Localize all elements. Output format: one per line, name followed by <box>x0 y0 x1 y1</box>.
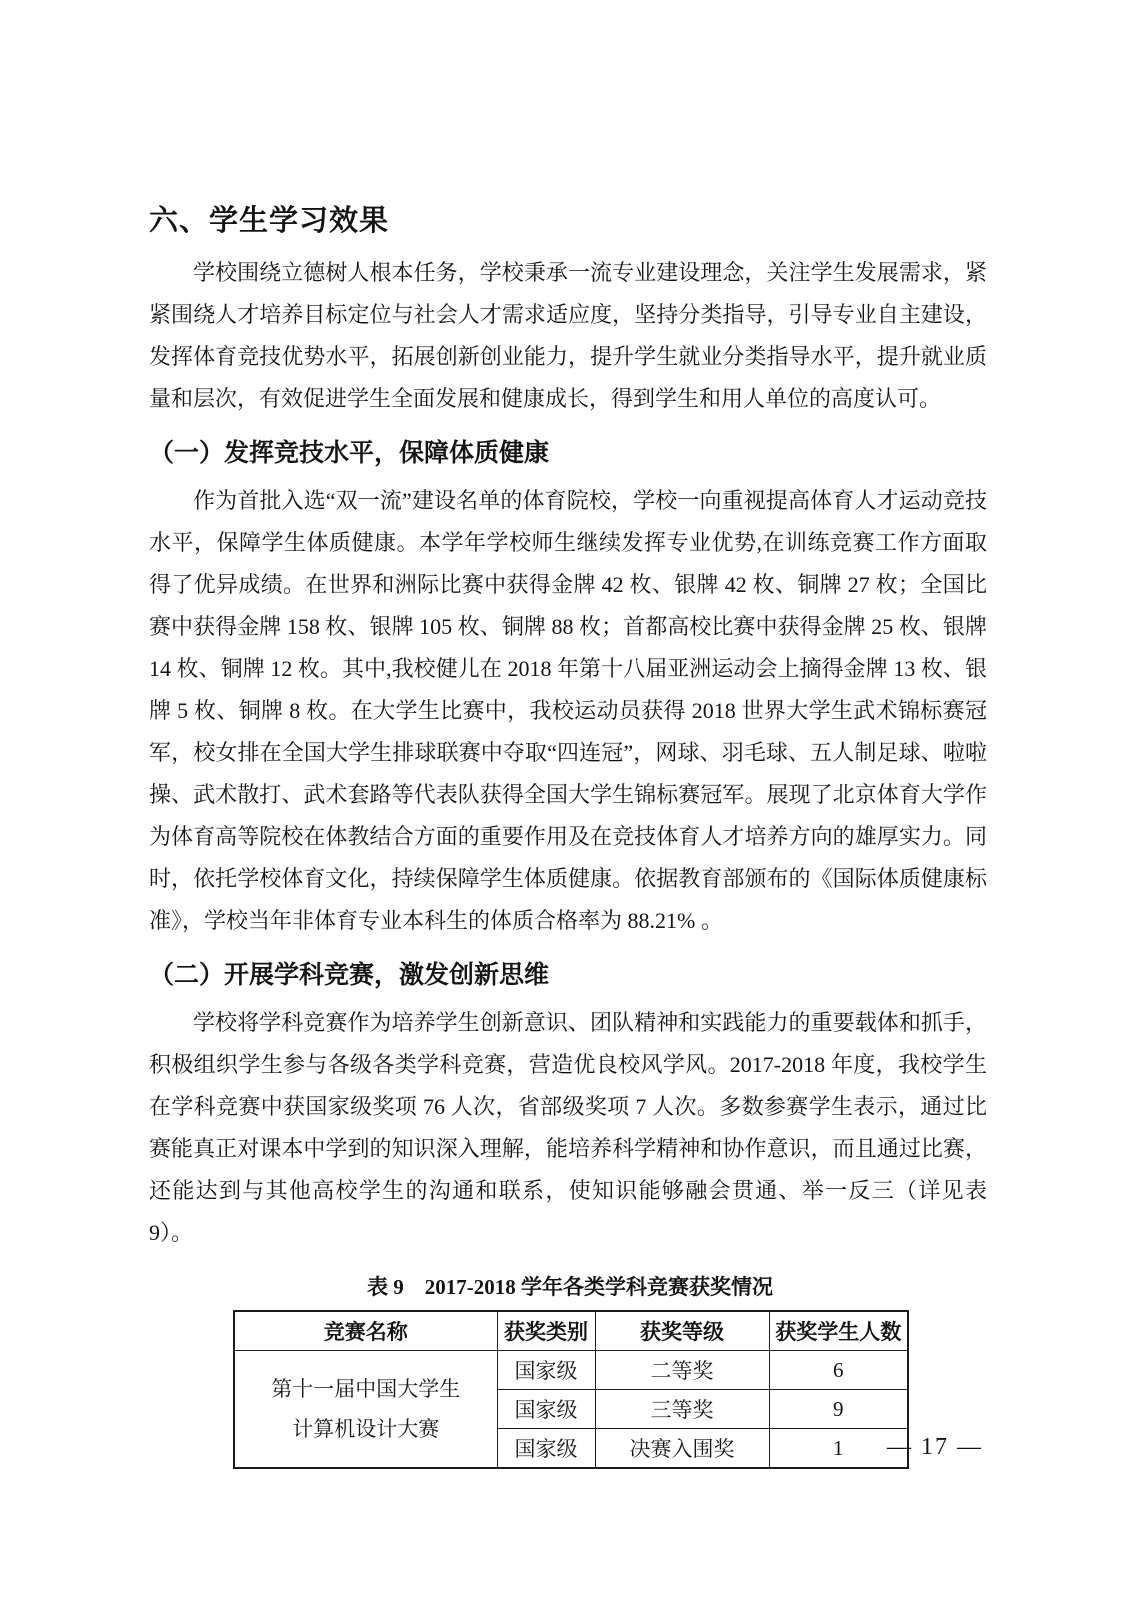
subsection-1-paragraph: 作为首批入选“双一流”建设名单的体育院校，学校一向重视提高体育人才运动竞技水平，保障学生体质健康。本学年学校师生继续发挥专业优势,在训练竞赛工作方面取得了优异成绩。在世界和洲际比赛中获得金牌 42 枚、银牌 42 枚、铜牌 27 枚；全国比赛中获得金牌 158 枚、银牌 105 枚、铜牌 88 枚；首都高校比赛中获得金牌 25 枚、银牌 14 枚、铜牌 12 枚。其中,我校健儿在 2018 年第十八届亚洲运动会上摘得金牌 13 枚、银牌 5 枚、铜牌 8 枚。在大学生比赛中，我校运动员获得 2018 世界大学生武术锦标赛冠军，校女排在全国大学生排球联赛中夺取“四连冠”，网球、羽毛球、五人制足球、啦啦操、武术散打、武术套路等代表队获得全国大学生锦标赛冠军。展现了北京体育大学作为体育高等院校在体教结合方面的重要作用及在竞技体育人才培养方向的雄厚实力。同时，依托学校体育文化，持续保障学生体质健康。依据教育部颁布的《国际体质健康标准》，学校当年非体育专业本科生的体质合格率为 88.21% 。 <box>149 488 987 933</box>
grade-cell: 决赛入围奖 <box>595 1429 769 1469</box>
competition-name-line2: 计算机设计大赛 <box>292 1417 440 1441</box>
count-cell: 6 <box>769 1351 908 1390</box>
count-cell: 1 <box>769 1429 908 1469</box>
table-row <box>234 1351 908 1390</box>
category-cell: 国家级 <box>497 1429 595 1469</box>
subsection-2-title: （二）开展学科竞赛，激发创新思维 <box>149 961 550 989</box>
awards-table <box>233 1310 909 1469</box>
competition-name-cell <box>234 1351 497 1469</box>
header-cell-competition-name: 竞赛名称 <box>234 1311 497 1351</box>
category-cell: 国家级 <box>497 1390 595 1429</box>
section-title: 六、学生学习效果 <box>149 205 390 237</box>
subsection-1-title: （一）发挥竞技水平，保障体质健康 <box>149 439 550 467</box>
subsection-2-paragraph: 学校将学科竞赛作为培养学生创新意识、团队精神和实践能力的重要载体和抓手，积极组织学生参与各级各类学科竞赛，营造优良校风学风。2017-2018 年度，我校学生在学科竞赛中获国家级奖项 76 人次，省部级奖项 7 人次。多数参赛学生表示，通过比赛能真正对课本中学到的知识深入理解，能培养科学精神和协作意识，而且通过比赛，还能达到与其他高校学生的沟通和联系，使知识能够融会贯通、举一反三（详见表 9）。 <box>149 1010 987 1245</box>
header-cell-student-count: 获奖学生人数 <box>769 1311 908 1351</box>
table-block <box>233 1272 907 1469</box>
header-cell-award-category: 获奖类别 <box>497 1311 595 1351</box>
page-number: — 17 — <box>887 1434 983 1460</box>
table-caption: 表 9 2017-2018 学年各类学科竞赛获奖情况 <box>367 1275 773 1299</box>
header-cell-award-grade: 获奖等级 <box>595 1311 769 1351</box>
table-header-row <box>234 1311 908 1351</box>
category-cell: 国家级 <box>497 1351 595 1390</box>
count-cell: 9 <box>769 1390 908 1429</box>
page-content <box>149 204 987 1469</box>
grade-cell: 二等奖 <box>595 1351 769 1390</box>
intro-paragraph: 学校围绕立德树人根本任务，学校秉承一流专业建设理念，关注学生发展需求，紧紧围绕人才培养目标定位与社会人才需求适应度，坚持分类指导，引导专业自主建设，发挥体育竞技优势水平，拓展创新创业能力，提升学生就业分类指导水平，提升就业质量和层次，有效促进学生全面发展和健康成长，得到学生和用人单位的高度认可。 <box>149 260 987 411</box>
competition-name-line1: 第十一届中国大学生 <box>271 1377 461 1401</box>
grade-cell: 三等奖 <box>595 1390 769 1429</box>
